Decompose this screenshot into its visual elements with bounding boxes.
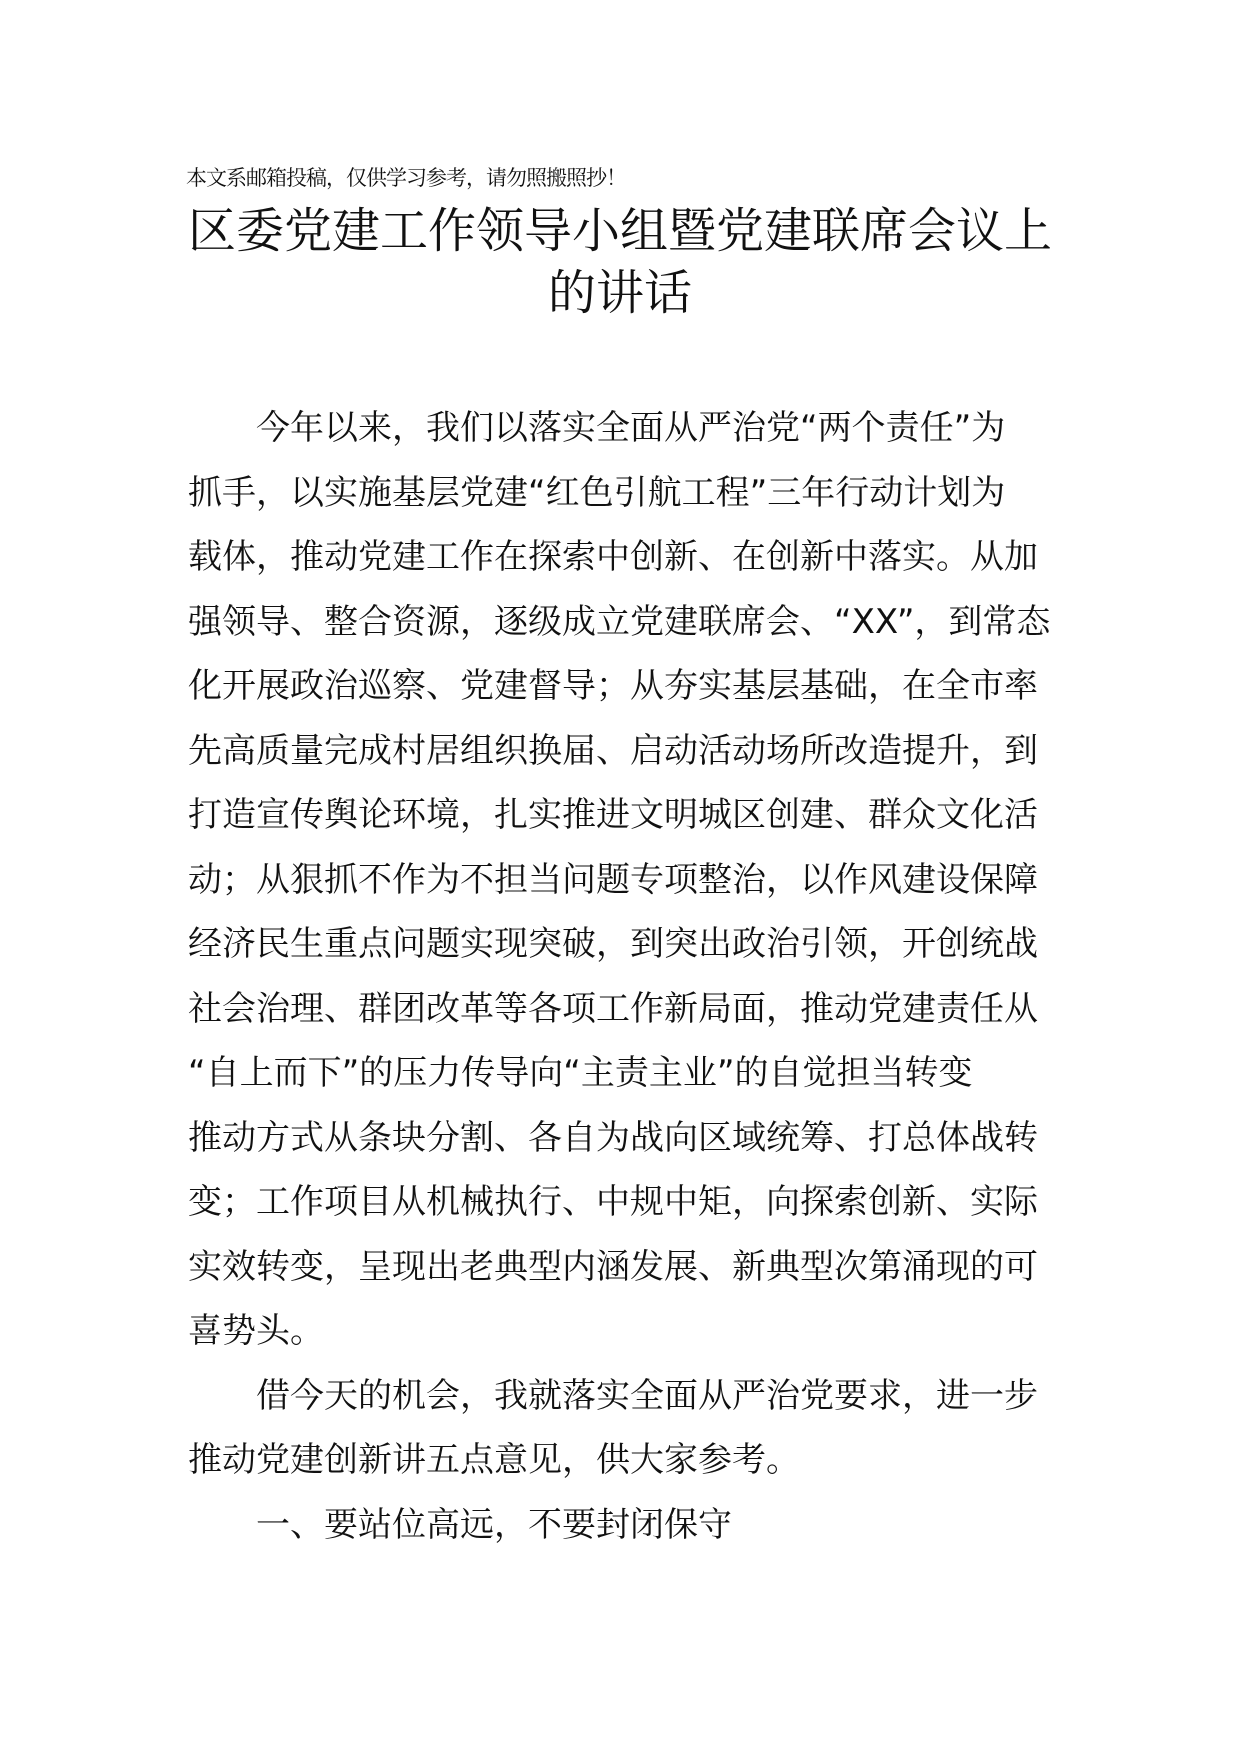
paragraph-2 — [188, 1364, 1048, 1493]
paragraph-line: 动；从狠抓不作为不担当问题专项整治，以作风建设保障 — [188, 859, 1038, 900]
paragraph-line: 化开展政治巡察、党建督导；从夯实基层基础，在全市率 — [188, 666, 1038, 706]
section-heading: 一、要站位高远，不要封闭保守 — [256, 1504, 732, 1545]
paragraph-1 — [188, 396, 1051, 1364]
document-title — [150, 200, 1090, 324]
paragraph-line: 载体，推动党建工作在探索中创新、在创新中落实。从加 — [188, 537, 1038, 577]
title-line-2: 的讲话 — [547, 265, 692, 321]
paragraph-line: 经济民生重点问题实现突破，到突出政治引领，开创统战 — [188, 924, 1038, 964]
paragraph-line: 社会治理、群团改革等各项工作新局面，推动党建责任从 — [188, 988, 1038, 1029]
paragraph-line: 推动党建创新讲五点意见，供大家参考。 — [188, 1440, 800, 1480]
paragraph-line: 推动方式从条块分割、各自为战向区域统筹、打总体战转 — [188, 1117, 1038, 1158]
paragraph-line: 先高质量完成村居组织换届、启动活动场所改造提升，到 — [188, 730, 1038, 771]
section-heading-1 — [188, 1493, 1048, 1558]
paragraph-line: 抓手，以实施基层党建“红色引航工程”三年行动计划为 — [188, 472, 1006, 513]
paragraph-line: 强领导、整合资源，逐级成立党建联席会、“XX”，到常态 — [188, 601, 1051, 642]
paragraph-line: “自上而下”的压力传导向“主责主业”的自觉担当转变 — [188, 1053, 973, 1093]
title-line-1: 区委党建工作领导小组暨党建联席会议上 — [187, 203, 1052, 259]
paragraph-line: 喜势头。 — [188, 1311, 324, 1351]
disclaimer-notice: 本文系邮箱投稿，仅供学习参考，请勿照搬照抄！ — [186, 166, 626, 190]
paragraph-line: 今年以来，我们以落实全面从严治党“两个责任”为 — [256, 408, 1006, 448]
paragraph-line: 变；工作项目从机械执行、中规中矩，向探索创新、实际 — [188, 1182, 1038, 1222]
paragraph-line: 借今天的机会，我就落实全面从严治党要求，进一步 — [256, 1375, 1038, 1416]
document-body — [188, 396, 1051, 1557]
paragraph-line: 打造宣传舆论环境，扎实推进文明城区创建、群众文化活 — [188, 795, 1038, 835]
paragraph-line: 实效转变，呈现出老典型内涵发展、新典型次第涌现的可 — [188, 1246, 1038, 1287]
